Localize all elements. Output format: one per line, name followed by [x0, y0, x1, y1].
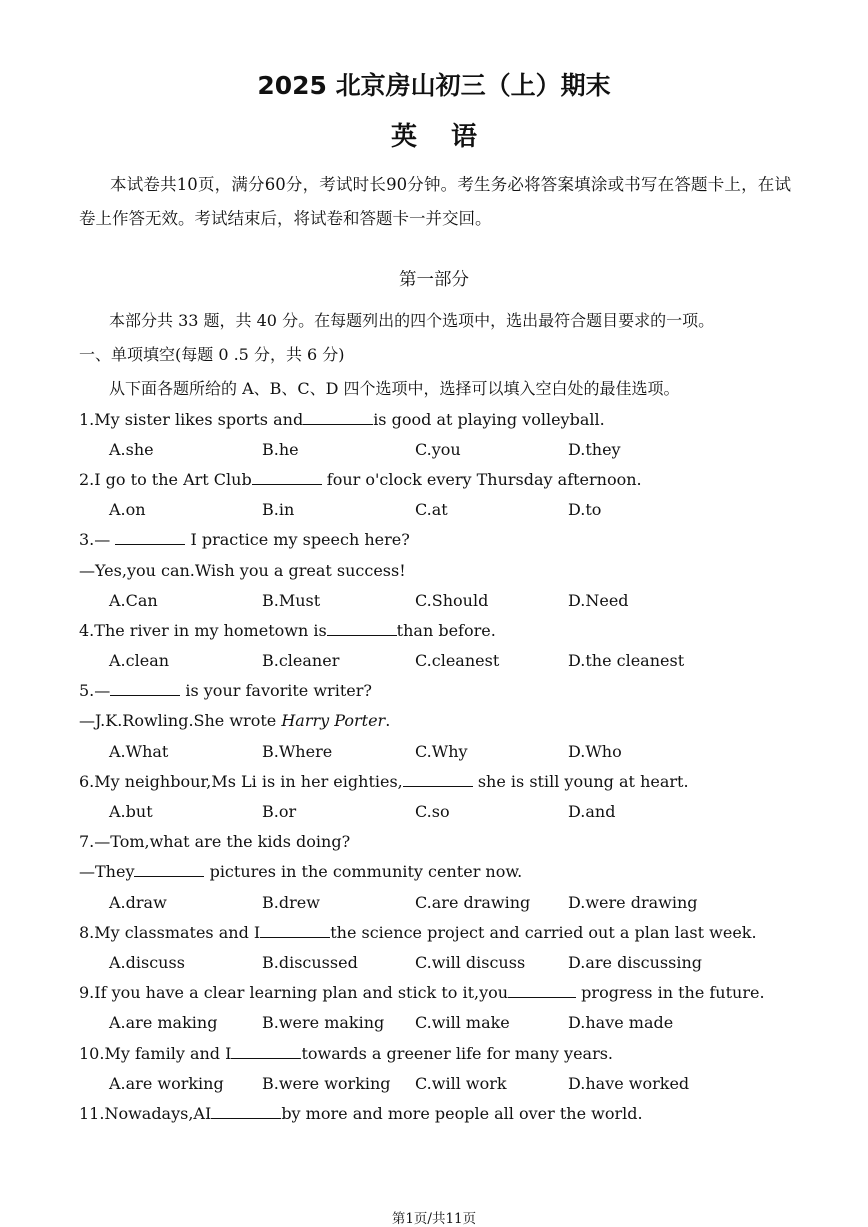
question-2 [79, 470, 642, 489]
answer-blank [115, 530, 185, 545]
question-3-reply: —Yes,you can.Wish you a great success! [79, 561, 406, 580]
option-a: A.discuss [109, 953, 185, 972]
option-a: A.What [109, 742, 169, 761]
option-d: D.are discussing [568, 953, 703, 972]
question-text: —They [79, 862, 135, 881]
answer-blank [211, 1104, 281, 1119]
answer-blank [327, 621, 397, 636]
option-c: C.will make [415, 1013, 510, 1032]
option-d: D.Who [568, 742, 622, 761]
option-d: D.they [568, 440, 621, 459]
question-text: progress in the future. [576, 983, 765, 1002]
question-text: pictures in the community center now. [204, 862, 523, 881]
question-1 [79, 410, 605, 429]
question-2-options [109, 500, 729, 520]
option-b: B.or [262, 802, 297, 821]
book-title: Harry Porter [281, 711, 386, 730]
option-c: C.Should [415, 591, 489, 610]
option-d: D.were drawing [568, 893, 698, 912]
question-3-options [109, 591, 729, 611]
option-a: A.but [109, 802, 153, 821]
question-5-reply [79, 711, 390, 730]
answer-blank [134, 862, 204, 877]
option-d: D.have made [568, 1013, 674, 1032]
question-7: 7.—Tom,what are the kids doing? [79, 832, 351, 851]
answer-blank [110, 681, 180, 696]
answer-blank [303, 410, 373, 425]
option-d: D.Need [568, 591, 629, 610]
option-b: B.he [262, 440, 299, 459]
question-text: towards a greener life for many years. [301, 1044, 614, 1063]
question-text: 1.My sister likes sports and [79, 410, 304, 429]
option-b: B.discussed [262, 953, 358, 972]
option-d: D.to [568, 500, 602, 519]
option-a: A.are working [109, 1074, 224, 1093]
answer-blank [231, 1044, 301, 1059]
option-b: B.drew [262, 893, 320, 912]
reply-text: —J.K.Rowling.She wrote [79, 711, 282, 730]
question-11 [79, 1104, 643, 1123]
question-4 [79, 621, 496, 640]
part-heading: 第一部分 [399, 270, 469, 290]
option-d: D.the cleanest [568, 651, 685, 670]
question-10 [79, 1044, 613, 1063]
question-text: the science project and carried out a plan last week. [330, 923, 757, 942]
answer-blank [252, 470, 322, 485]
option-b: B.in [262, 500, 295, 519]
answer-blank [508, 983, 576, 998]
question-text: 5.— [79, 681, 111, 700]
question-text: I practice my speech here? [185, 530, 410, 549]
option-c: C.Why [415, 742, 468, 761]
answer-blank [403, 772, 473, 787]
question-6-options [109, 802, 729, 822]
question-8 [79, 923, 757, 942]
option-c: C.so [415, 802, 450, 821]
option-c: C.at [415, 500, 448, 519]
reply-text: . [385, 711, 391, 730]
question-text: 9.If you have a clear learning plan and stick to it,you [79, 983, 509, 1002]
option-a: A.on [109, 500, 146, 519]
option-c: C.are drawing [415, 893, 531, 912]
question-text: 8.My classmates and I [79, 923, 261, 942]
option-b: B.were making [262, 1013, 385, 1032]
option-b: B.cleaner [262, 651, 340, 670]
question-text: than before. [396, 621, 496, 640]
question-1-options [109, 440, 729, 460]
question-5 [79, 681, 372, 700]
question-10-options [109, 1074, 729, 1094]
question-5-options [109, 742, 729, 762]
option-d: D.have worked [568, 1074, 690, 1093]
question-4-options [109, 651, 729, 671]
question-text: is good at playing volleyball. [373, 410, 605, 429]
option-a: A.are making [109, 1013, 218, 1032]
option-b: B.were working [262, 1074, 391, 1093]
question-8-options [109, 953, 729, 973]
question-7-options [109, 893, 729, 913]
question-text: 6.My neighbour,Ms Li is in her eighties, [79, 772, 403, 791]
page-number: 第1页/共11页 [391, 1211, 477, 1227]
option-c: C.will work [415, 1074, 507, 1093]
question-text: by more and more people all over the world. [281, 1104, 643, 1123]
part-description: 本部分共 33 题，共 40 分。在每题列出的四个选项中，选出最符合题目要求的一项。 [109, 311, 715, 330]
option-c: C.will discuss [415, 953, 526, 972]
question-text: 11.Nowadays,AI [79, 1104, 212, 1123]
question-9 [79, 983, 765, 1002]
question-text: she is still young at heart. [472, 772, 689, 791]
question-3 [79, 530, 410, 549]
answer-blank [260, 923, 330, 938]
question-7-reply [79, 862, 522, 881]
question-text: 10.My family and I [79, 1044, 232, 1063]
option-a: A.draw [109, 893, 167, 912]
question-text: 4.The river in my hometown is [79, 621, 327, 640]
option-d: D.and [568, 802, 616, 821]
section-title: 一、单项填空(每题 0 .5 分，共 6 分) [79, 345, 345, 364]
exam-instructions: 本试卷共10页，满分60分，考试时长90分钟。考生务必将答案填涂或书写在答题卡上，在试卷上作答无效。考试结束后，将试卷和答题卡一并交回。 [79, 175, 791, 228]
option-a: A.Can [109, 591, 158, 610]
question-text: four o'clock every Thursday afternoon. [321, 470, 642, 489]
question-9-options [109, 1013, 729, 1033]
option-a: A.clean [109, 651, 170, 670]
option-b: B.Where [262, 742, 333, 761]
exam-title: 2025 北京房山初三（上）期末 [257, 71, 611, 100]
question-text: is your favorite writer? [180, 681, 372, 700]
section-instruction: 从下面各题所给的 A、B、C、D 四个选项中，选择可以填入空白处的最佳选项。 [109, 379, 680, 398]
option-b: B.Must [262, 591, 321, 610]
option-c: C.you [415, 440, 461, 459]
question-text: 3.— [79, 530, 116, 549]
option-a: A.she [109, 440, 154, 459]
question-text: 2.I go to the Art Club [79, 470, 252, 489]
subject-title: 英语 [390, 122, 511, 152]
question-6 [79, 772, 689, 791]
option-c: C.cleanest [415, 651, 500, 670]
